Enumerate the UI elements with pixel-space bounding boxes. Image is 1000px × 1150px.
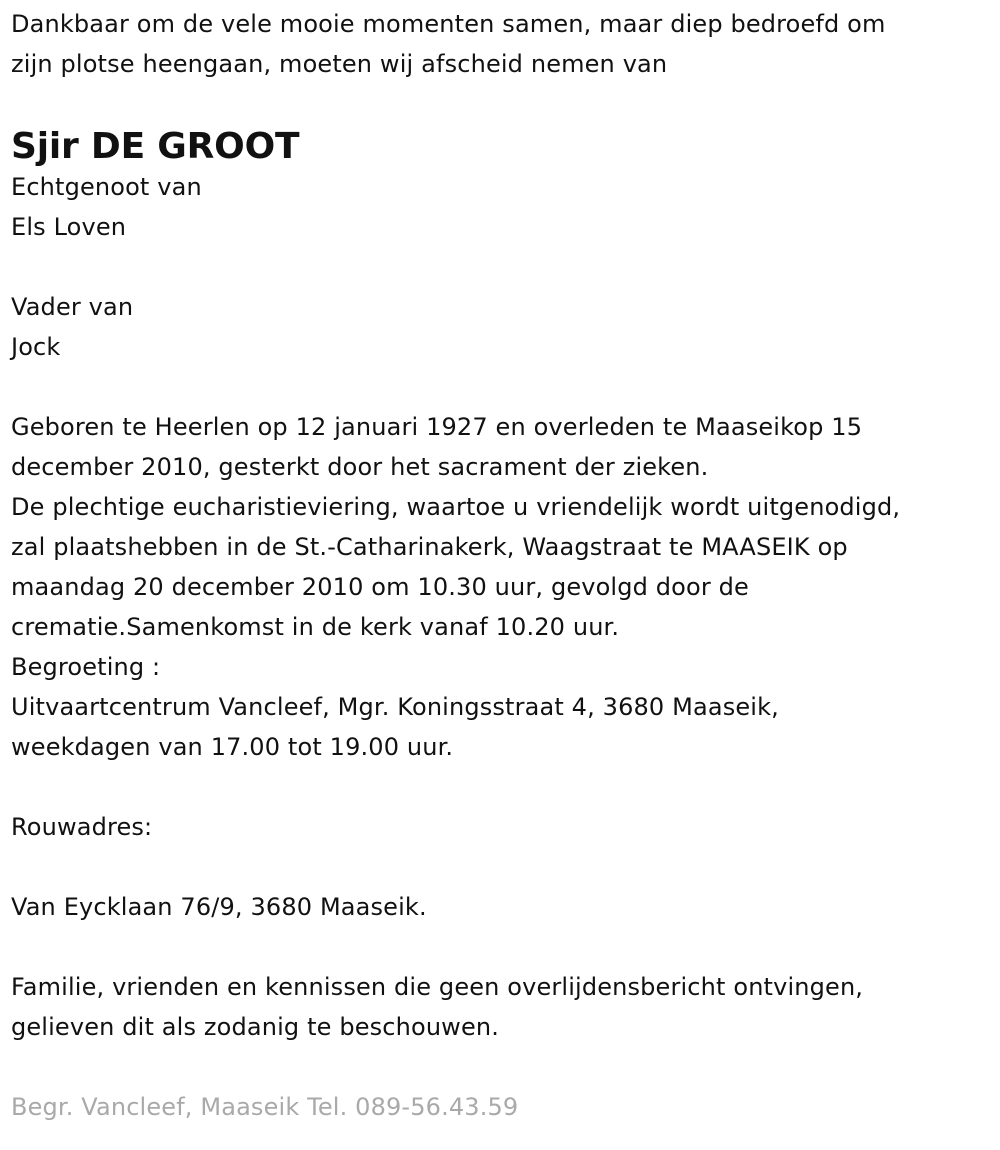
children-label: Vader van [11, 293, 134, 321]
obituary-notice [11, 4, 991, 1127]
funeral-home-footer: Begr. Vancleef, Maaseik Tel. 089-56.43.59 [11, 1093, 519, 1121]
intro-line-1: Dankbaar om de vele mooie momenten samen, maar diep bedroefd om [11, 10, 886, 38]
children-section [11, 287, 991, 367]
details-line-2: december 2010, gesterkt door het sacrament der zieken. [11, 453, 709, 481]
spacer [11, 767, 991, 807]
spacer [11, 847, 991, 887]
deceased-name: Sjir DE GROOT [11, 126, 300, 167]
spouse-name: Els Loven [11, 213, 127, 241]
funeral-details [11, 407, 991, 767]
details-line-9: weekdagen van 17.00 tot 19.00 uur. [11, 733, 454, 761]
spacer [11, 367, 991, 407]
spouse-label: Echtgenoot van [11, 173, 202, 201]
spacer [11, 247, 991, 287]
details-line-8: Uitvaartcentrum Vancleef, Mgr. Koningsstraat 4, 3680 Maaseik, [11, 693, 779, 721]
mourning-address-label: Rouwadres: [11, 813, 153, 841]
intro-text [11, 4, 991, 84]
spacer [11, 1047, 991, 1087]
details-line-4: zal plaatshebben in de St.-Catharinakerk, Waagstraat te MAASEIK op [11, 533, 848, 561]
children-name: Jock [11, 333, 61, 361]
details-line-6: crematie.Samenkomst in de kerk vanaf 10.20 uur. [11, 613, 620, 641]
family-notice [11, 967, 991, 1047]
family-notice-line-1: Familie, vrienden en kennissen die geen overlijdensbericht ontvingen, [11, 973, 864, 1001]
spouse-section [11, 167, 991, 247]
details-line-5: maandag 20 december 2010 om 10.30 uur, gevolgd door de [11, 573, 749, 601]
details-line-3: De plechtige eucharistieviering, waartoe u vriendelijk wordt uitgenodigd, [11, 493, 901, 521]
intro-line-2: zijn plotse heengaan, moeten wij afscheid nemen van [11, 50, 668, 78]
details-line-7: Begroeting : [11, 653, 161, 681]
mourning-address: Van Eycklaan 76/9, 3680 Maaseik. [11, 893, 427, 921]
details-line-1: Geboren te Heerlen op 12 januari 1927 en overleden te Maaseikop 15 [11, 413, 863, 441]
spacer [11, 927, 991, 967]
family-notice-line-2: gelieven dit als zodanig te beschouwen. [11, 1013, 500, 1041]
